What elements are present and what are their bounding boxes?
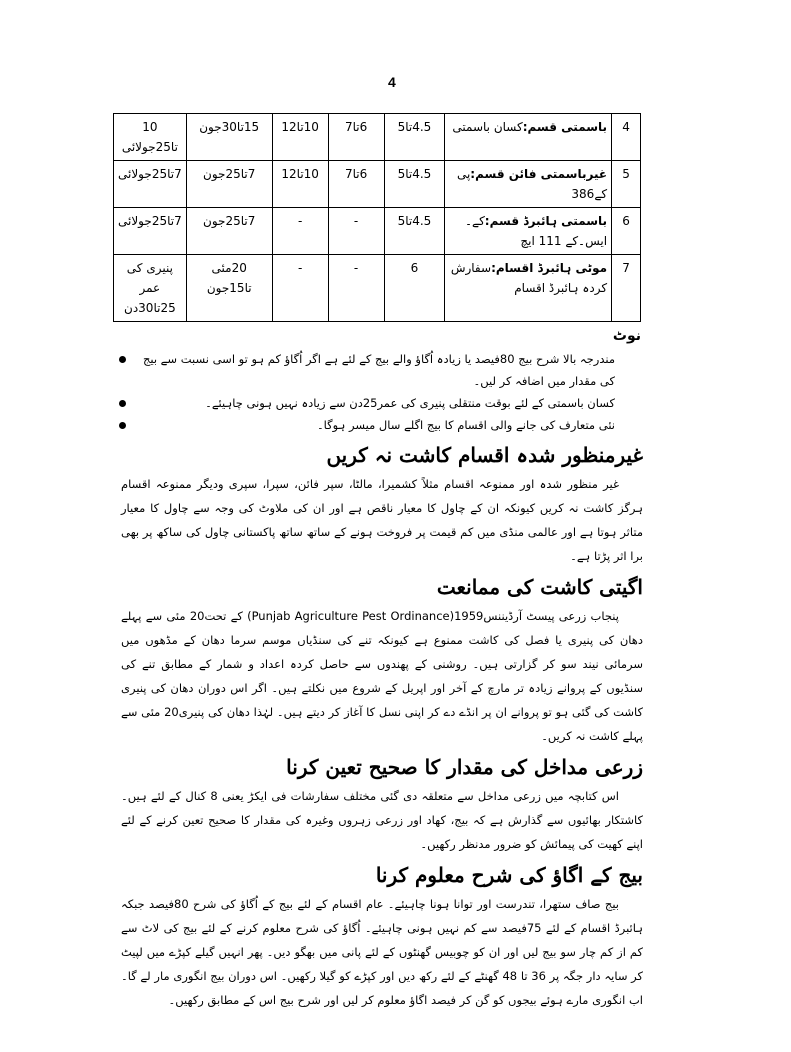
variety-cell: باسمتی ہائبرڈ قسم:کے۔ایس۔کے 111 ایچ	[445, 208, 612, 255]
list-item: کسان باسمتی کے لئے بوقت منتقلی پنیری کی عمر25دن سے زیادہ نہیں ہونی چاہیئے۔	[133, 392, 615, 414]
page-content	[113, 113, 643, 1052]
section-paragraph: اس کتابچہ میں زرعی مداخل سے متعلقہ دی گئی مختلف سفارشات فی ایکڑ یعنی 8 کنال کے لئے ہیں۔ کاشتکار بھائیوں سے گذارش ہے کہ بیج، کھاد اور زرعی زہروں وغیرہ کی مقدار کا صحیح تعین کرنے کے لئے اپنے کھیت کی پیمائش کو ضرور مدنظر رکھیں۔	[121, 789, 643, 851]
list-item: مندرجہ بالا شرح بیج 80فیصد یا زیادہ اُگاؤ والے بیج کے لئے ہے اگر اُگاؤ کم ہو تو اسی نسبت سے بیج کی مقدار میں اضافہ کر لیں۔	[133, 348, 615, 392]
cell: 10 تا25جولائی	[114, 114, 187, 161]
cell: 10تا12	[272, 114, 328, 161]
cell: -	[328, 208, 384, 255]
row-number: 5	[612, 161, 641, 208]
table-row	[114, 208, 641, 255]
cell: 7تا25جون	[186, 208, 272, 255]
variety-cell: باسمتی قسم:کسان باسمتی	[445, 114, 612, 161]
cell: 7تا25جولائی	[114, 208, 187, 255]
cell: 20مئی تا15جون	[186, 255, 272, 322]
cell: 4.5تا5	[384, 114, 445, 161]
row-number: 4	[612, 114, 641, 161]
notes-list	[113, 348, 643, 436]
page-number: 4	[388, 74, 396, 90]
section-paragraph: پنجاب زرعی پیسٹ آرڈیننس1959(Punjab Agriculture Pest Ordinance) کے تحت20 مئی سے پہلے دھان کی پنیری یا فصل کی کاشت ممنوع ہے کیونکہ تنے کی سنڈیاں موسم سرما دھان کے مڈھوں میں سرمائی نیند سو کر گزارتی ہیں۔ روشنی کے پھندوں سے حاصل کردہ اعداد و شمار کے مطابق تنے کی سنڈیوں کے پروانے زیادہ تر مارچ کے آخر اور اپریل کے شروع میں نکلتے ہیں۔ اگر اس دوران دھان کی پنیری کاشت کی گئی ہو تو پروانے ان پر انڈے دے کر اپنی نسل کا آغاز کر دیتے ہیں۔ لہٰذا دھان کی پنیری20 مئی سے پہلے کاشت نہ کریں۔	[121, 609, 643, 743]
section-paragraph: غیر منظور شدہ اور ممنوعہ اقسام مثلاً کشمیرا، مالٹا، سپر فائن، سپرا، سپری ودیگر ممنوعہ اقسام ہرگز کاشت نہ کریں کیونکہ ان کے چاول کا معیار ناقص ہے اور ان کی ملاوٹ کی وجہ سے چاول کا معیار متاثر ہوتا ہے اور عالمی منڈی میں کم قیمت پر فروخت ہونے کے ساتھ ساتھ پاکستانی چاول کی ساکھ پر بھی برا اثر پڑتا ہے۔	[121, 477, 643, 563]
cell: 10تا12	[272, 161, 328, 208]
table-row	[114, 161, 641, 208]
cell: 15تا30جون	[186, 114, 272, 161]
table-row	[114, 255, 641, 322]
cell: 7تا25جولائی	[114, 161, 187, 208]
cell: -	[272, 208, 328, 255]
row-number: 6	[612, 208, 641, 255]
cell: پنیری کی عمر 25تا30دن	[114, 255, 187, 322]
cell: 4.5تا5	[384, 208, 445, 255]
table-row	[114, 114, 641, 161]
section-paragraph: بیج صاف ستھرا، تندرست اور توانا ہونا چاہیئے۔ عام اقسام کے لئے بیج کے اُگاؤ کی شرح 80فیصد جبکہ ہائبرڈ اقسام کے لئے 75فیصد سے کم نہیں ہونی چاہیئے۔ اُگاؤ کی شرح معلوم کرنے کے لئے بیج کی لاٹ سے کم از کم چار سو بیج لیں اور ان کو چوبیس گھنٹوں کے لئے پانی میں بھگو دیں۔ پھر انہیں گیلے کپڑے میں لپیٹ کر سایہ دار جگہ پر 36 تا 48 گھنٹے کے لئے رکھ دیں اور کپڑے کو گیلا رکھیں۔ اس دوران بیج انگوری مار لے گا۔ اب انگوری مارے ہوئے بیجوں کو گن کر فیصد اگاؤ معلوم کر لیں اور شرح بیج اس کے مطابق رکھیں۔	[121, 897, 644, 1007]
note-heading: نوٹ	[612, 328, 641, 344]
cell: -	[272, 255, 328, 322]
cell: 6تا7	[328, 161, 384, 208]
variety-cell: موٹی ہائبرڈ اقسام:سفارش کردہ ہائبرڈ اقسام	[445, 255, 612, 322]
section-heading: اگیتی کاشت کی ممانعت	[436, 575, 643, 599]
cell: -	[328, 255, 384, 322]
list-item: نئی متعارف کی جانے والی اقسام کا بیج اگلے سال میسر ہوگا۔	[133, 414, 615, 436]
cell: 6	[384, 255, 445, 322]
section-heading: غیرمنظور شدہ اقسام کاشت نہ کریں	[326, 443, 643, 467]
cell: 7تا25جون	[186, 161, 272, 208]
variety-cell: غیرباسمتی فائن قسم:پی کے386	[445, 161, 612, 208]
row-number: 7	[612, 255, 641, 322]
cell: 4.5تا5	[384, 161, 445, 208]
cell: 6تا7	[328, 114, 384, 161]
section-heading: بیج کے اگاؤ کی شرح معلوم کرنا	[375, 863, 643, 887]
section-heading: زرعی مداخل کی مقدار کا صحیح تعین کرنا	[286, 755, 643, 779]
seed-rate-table	[113, 113, 641, 322]
